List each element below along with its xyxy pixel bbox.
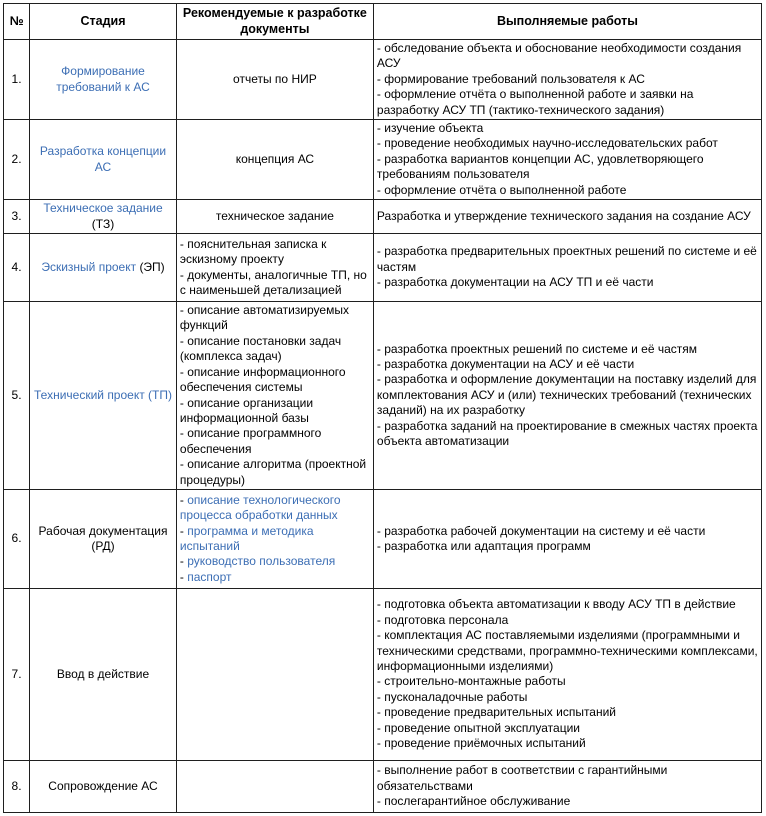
- stage-cell: [30, 588, 177, 760]
- stage-cell: [30, 760, 177, 812]
- header-number: №: [4, 4, 30, 40]
- works-cell: [373, 760, 761, 812]
- row-number: 8.: [4, 760, 30, 812]
- work-item: - подготовка объекта автоматизации к вводу АСУ ТП в действие: [376, 597, 736, 612]
- table-row: [4, 489, 762, 588]
- document-link[interactable]: паспорт: [187, 569, 232, 584]
- document-text: отчеты по НИР: [233, 71, 317, 86]
- work-item: - проведение приёмочных испытаний: [376, 736, 586, 751]
- documents-cell: [176, 489, 373, 588]
- stage-text: (ТЗ): [91, 216, 115, 231]
- work-item: - разработка вариантов концепции АС, удовлетворяющего требованиям пользователя: [376, 151, 704, 182]
- documents-cell: [176, 302, 373, 490]
- works-cell: [373, 120, 761, 200]
- works-cell: [373, 40, 761, 120]
- document-text: описание постановки задач (комплекса задач): [179, 333, 342, 364]
- stage-link[interactable]: Разработка концепции АС: [39, 144, 167, 174]
- stages-table: [3, 3, 762, 813]
- header-stage: Стадия: [30, 4, 177, 40]
- work-item: - изучение объекта: [376, 121, 484, 136]
- stage-cell: [30, 489, 177, 588]
- stage-cell: [30, 200, 177, 234]
- stage-cell: [30, 40, 177, 120]
- table-row: [4, 302, 762, 490]
- stage-text: Сопровождение АС: [48, 778, 158, 793]
- row-number: 5.: [4, 302, 30, 490]
- work-item: - оформление отчёта о выполненной работе и заявки на разработку АСУ ТП (тактико-технического задания): [376, 87, 694, 117]
- documents-cell: [176, 200, 373, 234]
- document-item: [180, 72, 370, 87]
- stage-text: Рабочая документация (РД): [38, 523, 168, 553]
- stage-link[interactable]: Эскизный проект: [41, 259, 140, 274]
- work-item: - разработка проектных решений по системе и её частям: [376, 341, 698, 356]
- document-item: - описание программного обеспечения: [179, 426, 322, 456]
- table-body: [4, 40, 762, 813]
- stage-cell: [30, 234, 177, 302]
- documents-cell: [176, 760, 373, 812]
- document-text: описание информационного обеспечения системы: [179, 364, 346, 395]
- document-link[interactable]: программа и методика испытаний: [179, 523, 314, 553]
- header-row: [4, 4, 762, 40]
- table-row: [4, 760, 762, 812]
- document-text: описание организации информационной базы: [179, 395, 314, 425]
- stage-link[interactable]: Техническое задание: [43, 201, 163, 216]
- work-item: - разработка или адаптация программ: [376, 538, 591, 553]
- row-number: 1.: [4, 40, 30, 120]
- work-item: - разработка рабочей документации на систему и её части: [376, 523, 706, 538]
- work-item: - послегарантийное обслуживание: [376, 794, 571, 809]
- work-item: - строительно-монтажные работы: [376, 674, 566, 689]
- document-item: - описание автоматизируемых функций: [179, 303, 349, 333]
- works-cell: [373, 489, 761, 588]
- row-number: 3.: [4, 200, 30, 234]
- documents-cell: [176, 40, 373, 120]
- table-row: [4, 588, 762, 760]
- document-item: - паспорт: [179, 569, 232, 584]
- row-number: 2.: [4, 120, 30, 200]
- stage-link[interactable]: Технический проект (ТП): [34, 387, 172, 402]
- work-item: - проведение необходимых научно-исследовательских работ: [376, 136, 718, 151]
- row-number: 4.: [4, 234, 30, 302]
- document-text: концепция АС: [235, 151, 315, 166]
- document-text: пояснительная записка к эскизному проекту: [179, 236, 327, 267]
- stage-text: (ЭП): [139, 259, 165, 274]
- work-item: - разработка и оформление документации на поставку изделий для комплектования АСУ и (или) технических требований (технических заданий) на их разработку: [376, 372, 757, 418]
- works-cell: [373, 302, 761, 490]
- row-number: 6.: [4, 489, 30, 588]
- document-item: - программа и методика испытаний: [179, 523, 314, 553]
- document-item: [180, 152, 370, 167]
- work-item: - разработка заданий на проектирование в смежных частях проекта объекта автоматизации: [376, 418, 758, 449]
- document-item: - описание алгоритма (проектной процедуры): [179, 457, 367, 487]
- table-row: [4, 200, 762, 234]
- document-text: документы, аналогичные ТП, но с наименьшей детализацией: [179, 267, 367, 297]
- document-item: - описание технологического процесса обработки данных: [179, 492, 341, 523]
- table-row: [4, 120, 762, 200]
- document-item: - описание организации информационной базы: [179, 395, 314, 425]
- work-item: - выполнение работ в соответствии с гарантийными обязательствами: [376, 763, 668, 793]
- documents-cell: [176, 120, 373, 200]
- stage-text: Ввод в действие: [56, 666, 150, 681]
- work-item: - проведение опытной эксплуатации: [376, 720, 580, 735]
- header-documents: Рекомендуемые к разработке документы: [176, 4, 373, 40]
- document-item: - пояснительная записка к эскизному проекту: [179, 236, 327, 267]
- work-item: - разработка предварительных проектных решений по системе и её частям: [376, 244, 757, 274]
- document-item: - описание постановки задач (комплекса задач): [179, 333, 342, 364]
- work-item: - пусконаладочные работы: [376, 689, 528, 704]
- document-text: описание программного обеспечения: [179, 426, 322, 456]
- document-link[interactable]: руководство пользователя: [187, 554, 336, 569]
- work-item: - оформление отчёта о выполненной работе: [376, 182, 627, 197]
- document-item: [180, 209, 370, 224]
- work-item: Разработка и утверждение технического задания на создание АСУ: [376, 208, 751, 223]
- document-text: описание автоматизируемых функций: [179, 303, 349, 333]
- document-link[interactable]: описание технологического процесса обработки данных: [179, 492, 341, 523]
- header-works: Выполняемые работы: [373, 4, 761, 40]
- documents-cell: [176, 234, 373, 302]
- work-item: - комплектация АС поставляемыми изделиями (программными и техническими средствами, программно-техническими комплексами, информационными изделиями): [376, 628, 758, 674]
- document-item: - документы, аналогичные ТП, но с наименьшей детализацией: [179, 267, 367, 297]
- document-text: техническое задание: [215, 208, 334, 223]
- work-item: - обследование объекта и обоснование необходимости создания АСУ: [376, 41, 742, 71]
- document-item: - руководство пользователя: [179, 554, 336, 569]
- work-item: - проведение предварительных испытаний: [376, 705, 617, 720]
- documents-cell: [176, 588, 373, 760]
- table-row: [4, 40, 762, 120]
- table-header: [4, 4, 762, 40]
- work-item: - разработка документации на АСУ и её части: [376, 356, 635, 371]
- works-cell: [373, 234, 761, 302]
- table-row: [4, 234, 762, 302]
- works-cell: [373, 200, 761, 234]
- work-item: - подготовка персонала: [376, 612, 509, 627]
- document-text: описание алгоритма (проектной процедуры): [179, 457, 367, 487]
- work-item: - разработка документации на АСУ ТП и её части: [376, 275, 654, 290]
- works-cell: [373, 588, 761, 760]
- stage-link[interactable]: Формирование требований к АС: [56, 64, 150, 94]
- work-item: - формирование требований пользователя к АС: [376, 71, 645, 86]
- row-number: 7.: [4, 588, 30, 760]
- stage-cell: [30, 120, 177, 200]
- stage-cell: [30, 302, 177, 490]
- document-item: - описание информационного обеспечения системы: [179, 364, 346, 395]
